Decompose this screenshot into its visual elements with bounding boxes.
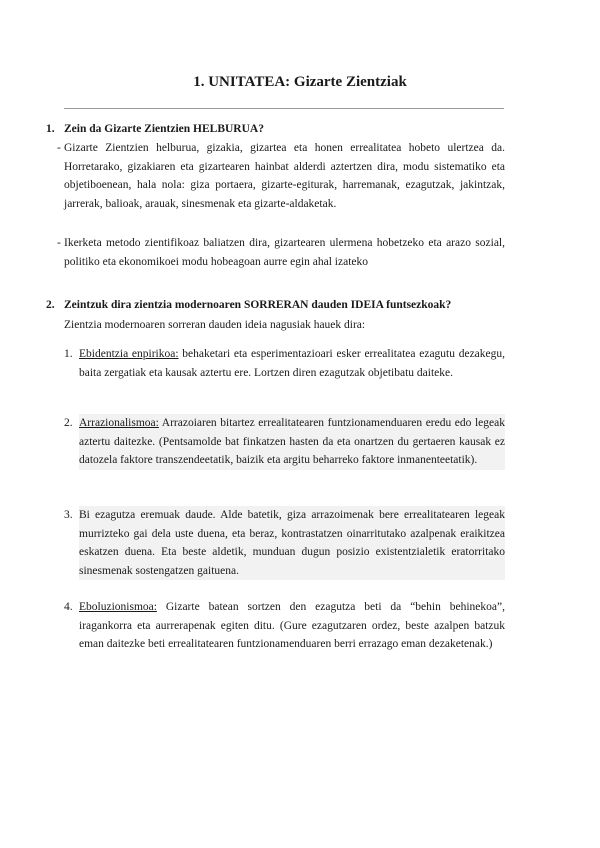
item-2-term: Arrazionalismoa: bbox=[79, 417, 159, 429]
question-1-bullet-2: Ikerketa metodo zientifikoaz baliatzen dira, gizartearen ulermena hobetzeko eta arazo sozial, politiko eta ekonomikoei modu hobeagoan aurre egin ahal izateko bbox=[64, 237, 505, 268]
item-1-text: behaketari eta esperimentazioari esker errealitatea ezagutu dezakegu, baita zergatiak eta kausak aztertu ere. Lortzen diren ezagutzak objetibatu daiteke. bbox=[79, 348, 506, 379]
item-1 bbox=[79, 345, 505, 382]
question-1-bullet-1: Gizarte Zientzien helburua, gizakia, gizartea eta honen errealitatea hobeto ulertzea da. Horretarako, gizakiaren eta gizartearen hainbat alderdi aztertzen dira, modu sistematiko eta objetiboenean, hala nola: giza portaera, gizarte-egiturak, harremanak, ezagutzak, jakintzak, jarrerak, balioak, arauak, sinesmenak eta gizarte-aldaketak. bbox=[64, 142, 505, 210]
title-divider bbox=[64, 108, 504, 109]
item-4 bbox=[79, 598, 505, 654]
item-1-number: 1. bbox=[64, 348, 73, 360]
bullet-dash-icon: - bbox=[57, 237, 61, 249]
item-4-number: 4. bbox=[64, 601, 73, 613]
item-3 bbox=[79, 506, 505, 580]
item-4-text: Gizarte batean sortzen den ezagutza beti da “behin behinekoa”, iragankorra eta aurrerapenak egiten ditu. (Gure ezagutzaren ordez, beste azalpen batzuk eman daitezke beti errealitatearen funtzionamenduaren berri errazago eman dezaketenak.) bbox=[79, 601, 505, 651]
question-2-heading bbox=[46, 297, 451, 313]
item-3-number: 3. bbox=[64, 509, 73, 521]
question-1-heading bbox=[46, 121, 264, 137]
question-2-number: 2. bbox=[46, 299, 55, 311]
item-1-term: Ebidentzia enpirikoa: bbox=[79, 348, 179, 360]
question-2-intro: Zientzia modernoaren sorreran dauden ideia nagusiak hauek dira: bbox=[64, 319, 366, 331]
question-2-text: Zeintzuk dira zientzia modernoaren SORRERAN dauden IDEIA funtsezkoak? bbox=[64, 299, 452, 311]
item-2-text: Arrazoiaren bitartez errealitatearen funtzionamenduaren eredu edo legeak aztertu daitezke. (Pentsamolde bat finkatzen hasten da eta onartzen du gertaeren kausak ez datozela faktore transzendeetatik, baizik eta argitu beharreko faktore inmanenteetatik). bbox=[79, 417, 505, 467]
question-1-text: Zein da Gizarte Zientzien HELBURUA? bbox=[64, 123, 264, 135]
bullet-dash-icon: - bbox=[57, 142, 61, 154]
page-title: 1. UNITATEA: Gizarte Zientziak bbox=[193, 74, 407, 90]
item-2-number: 2. bbox=[64, 417, 73, 429]
question-1-number: 1. bbox=[46, 123, 55, 135]
item-3-text: Bi ezagutza eremuak daude. Alde batetik, giza arrazoimenak bere errealitatearen legeak murrizteko gai dela uste duena, eta beraz, kontrastatzen oinarritutako azalpenak eraikitzea eskatzen duena. Eta beste aldetik, munduan dugun posizio existentzialetik eratorritako sinesmenak sostengatzen gaituena. bbox=[79, 509, 505, 577]
item-2 bbox=[79, 414, 505, 470]
item-4-term: Eboluzionismoa: bbox=[79, 601, 157, 613]
